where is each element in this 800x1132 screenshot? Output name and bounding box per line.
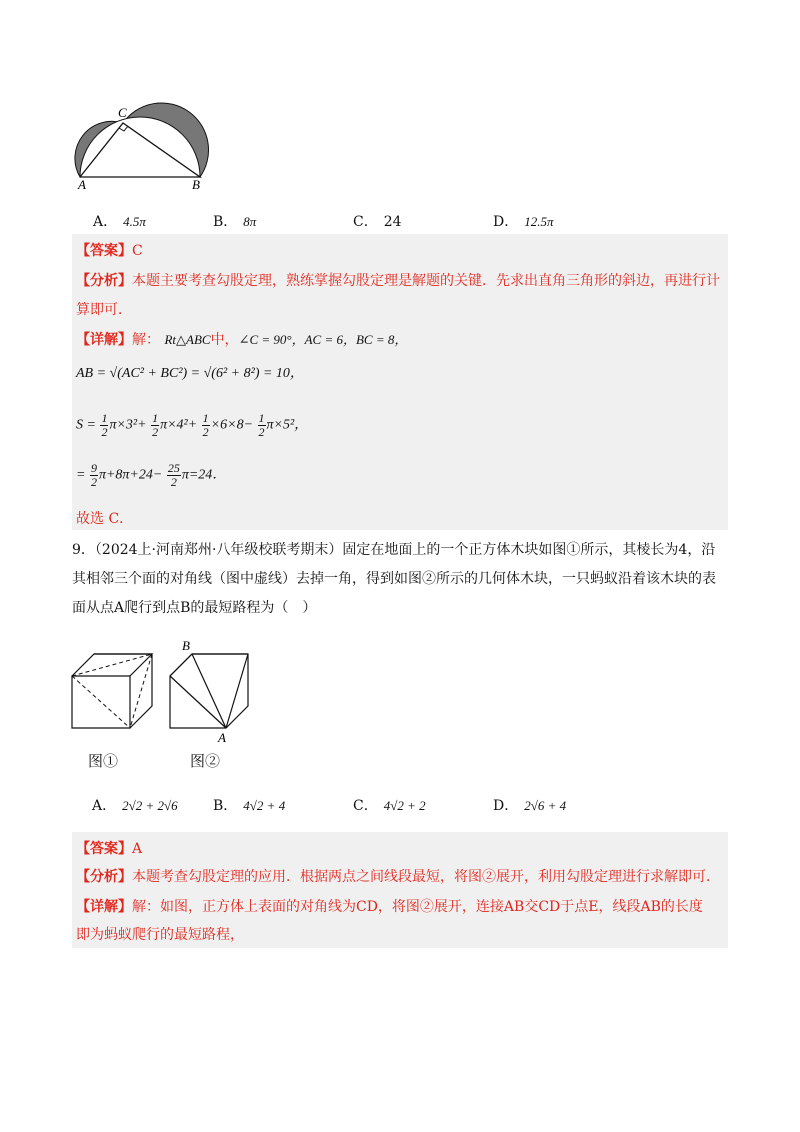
label-b-fig2: B [182,638,190,653]
caption-fig1: 图① [88,752,119,770]
q9-option-a[interactable]: A． 2√2 + 2√6 [92,798,178,814]
q8-option-b[interactable]: B． 8π [213,214,257,230]
cube-figure-2 [160,636,260,746]
caption-fig2: 图② [190,752,221,770]
q9-option-d[interactable]: D． 2√6 + 4 [493,798,567,814]
q8-option-c[interactable]: C． 24 [353,214,402,230]
q8-eq-area: S = $\frac{1}{2}$ π×3²+ $\frac{1}{2}$ π×4²+ $\frac{1}{2}$ ×6×8− $\frac{1}{2}$ π×5²， [76,411,309,439]
q8-option-d[interactable]: D． 12.5π [493,214,554,230]
q8-eq-result: = $\frac{9}{2}$ π+8π+24− $\frac{25}{2}$ π=24． [76,461,227,489]
q9-detail-line1: 【详解】解：如图，正方体上表面的对角线为CD，将图②展开，连接AB交CD于点E，线段AB的长度 [76,899,703,915]
q9-detail-line2: 即为蚂蚁爬行的最短路程， [76,927,244,943]
q9-stem-line1: 9．（2024上·河南郑州·八年级校联考期末）固定在地面上的一个正方体木块如图①所示，其棱长为4，沿 [72,542,716,558]
dashed-diagonal-top [72,654,152,676]
q9-stem-line3: 面从点A爬行到点B的最短路程为（ ） [72,600,317,616]
semicircle-triangle-figure [66,100,216,190]
q9-stem [72,538,732,621]
q9-analysis: 【分析】本题考查勾股定理的应用．根据两点之间线段最短，将图②展开，利用勾股定理进行求解即可． [76,869,720,885]
q9-stem-line2: 其相邻三个面的对角线（图中虚线）去掉一角，得到如图②所示的几何体木块，一只蚂蚁沿着该木块的表 [72,571,716,587]
q8-eq-ab: AB = √(AC² + BC²) = √(6² + 8²) = 10， [76,366,304,381]
label-a: A [78,177,86,190]
q8-detail-line: 【详解】解： Rt△ABC中，∠C = 90°，AC = 6，BC = 8， [76,332,408,348]
q8-analysis-line1: 【分析】本题主要考查勾股定理，熟练掌握勾股定理是解题的关键．先求出直角三角形的斜边，再进行计 [76,273,720,289]
q9-option-b[interactable]: B． 4√2 + 4 [213,798,286,814]
label-a-fig2: A [218,730,226,745]
label-c: C [118,105,127,120]
q9-option-c[interactable]: C． 4√2 + 2 [353,798,426,814]
q8-option-a[interactable]: A． 4.5π [93,214,146,230]
cube-figure-1 [70,650,160,732]
q9-answer: 【答案】A [76,841,143,857]
q8-analysis-line2: 算即可． [76,302,132,318]
q8-conclusion: 故选 C． [76,511,134,527]
q8-answer: 【答案】C [76,243,143,259]
dashed-diagonal-front [72,676,130,728]
label-b: B [192,177,200,190]
